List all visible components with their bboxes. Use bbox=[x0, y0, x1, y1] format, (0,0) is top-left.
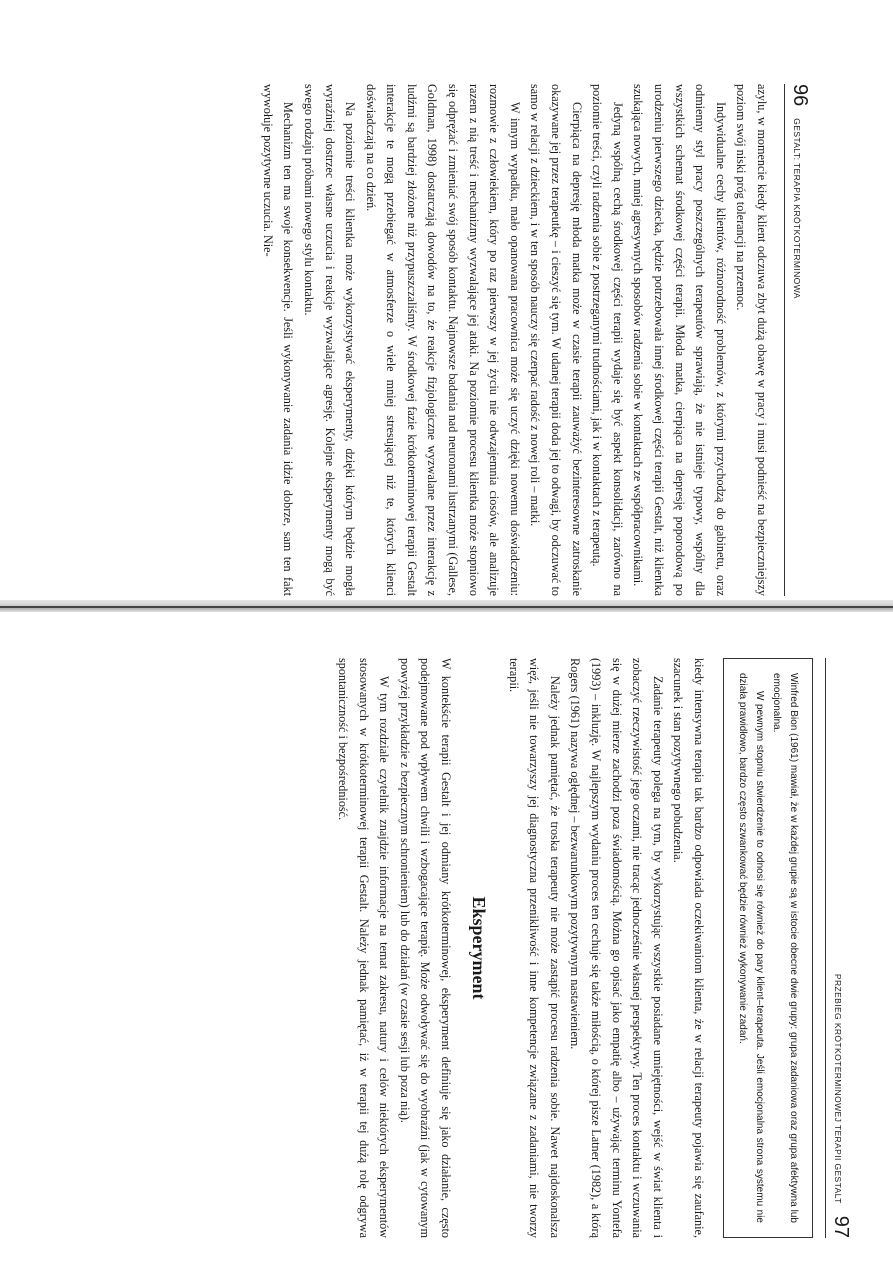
body-text bbox=[333, 658, 457, 1238]
paragraph: Zadanie terapeuty polega na tym, by wykorzystując wszystkie posiadane umiejętności, wejść w świat klienta i zobaczyć rzeczywistość jego oczami, nie tracąc jednocześnie własnej perspektywy. Ten proces kontaktu i wczuwania się w dużej mierze zachodzi poza świadomością. Można go opisać jako empatię albo – używając terminu Yontefa (1993) – inkluzję. W najlepszym wydaniu proces ten cechuje się także miłością, o której pisze Latner (1982), a którą Rogers (1961) nazywa ogłędnej – bezwarunkowym pozytywnym nastawieniem. bbox=[568, 658, 665, 1238]
paragraph: W innym wypadku, mało opanowana pracownica może się uczyć dzięki nowemu doświadczeniu: rozmowie z człowiekiem, który po raz pierwszy w jej życiu nie odwzajemnia ciosów, ale analizuje razem z nią treść i mechanizmy wyzwalające jej ataki. Na poziomie procesu klientka może stopniowo się odprężać i zmieniać swój sposób kontaktu. Najnowsze badania nad neuronami lustrzanymi (Gallese, Goldman, 1998) dostarczają dowodów na to, że reakcje fizjologiczne wyzwalane przez interakcję z ludźmi są bardziej złożone niż przypuszczaliśmy. W środkowej fazie krótkoterminowej terapii Gestalt interakcje te mogą przebiegać w atmosferze o wiele mniej stresującej niż te, których klienci doświadczają na co dzień. bbox=[363, 84, 522, 596]
gutter-line bbox=[0, 606, 893, 608]
box-paragraph: W pewnym stopniu stwierdzenie to odnosi się również do pary klient–terapeuta. Jeśli emocjonalna strona systemu nie działa prawidłowo, bardzo często szwankować będzie również wykonywanie zadań. bbox=[737, 673, 765, 1223]
running-head: GESTALT: TERAPIA KRÓTKOTERMINOWA bbox=[792, 118, 802, 299]
paragraph: Należy jednak pamiętać, że troska terapeuty nie może zastąpić procesu radzenia sobie. Nawet najdoskonalsza więź, jeśli nie towarzyszy jej diagnostyczna przenikliwość i inne kompetencje związane z zadaniami, nie tworzy terapii. bbox=[506, 658, 562, 1238]
page-header bbox=[825, 658, 852, 1238]
page-number: 96 bbox=[789, 84, 811, 107]
paragraph: kiedy intensywna terapia tak bardzo odpowiada oczekiwaniom klienta, że w relacji terapeuty pojawia się zaufanie, szacunek i stan pozytywnego pobudzenia. bbox=[671, 658, 706, 1238]
paragraph: W tym rozdziale czytelnik znajdzie informacje na temat zakresu, natury i celów niektórych eksperymentów stosowanych w krótkoterminowej terapii Gestalt. Należy jednak pamiętać, iż w terapii tej dużą rolę odgrywa spontaniczność i bezpośredniość. bbox=[336, 658, 392, 1238]
paragraph: Na poziomie treści klientka może wykorzystywać eksperymenty, dzięki którym będzie mogła wyraźniej dostrzec własne uczucia i reakcje wyzwalające agresję. Kolejne eksperymenty mogą być swego rodzaju próbami nowego stylu kontaktu. bbox=[301, 84, 358, 596]
paragraph: Mechanizm ten ma swoje konsekwencje. Jeśli wykonywanie zadania idzie dobrze, sam ten fakt wywołuje pozytywne uczucia. Nie- bbox=[260, 84, 296, 596]
paragraph: Jedyną wspólną cechą środkowej części terapii wydaje się być aspekt konsolidacji, zarówno na poziomie treści, czyli radzenia sobie z postrzeganymi trudnościami, jak i w kontaktach z terapeutą. bbox=[590, 84, 625, 596]
paragraph: W kontekście terapii Gestalt i jej odmiany krótkoterminowej, eksperyment definiuje się jako działanie, często podejmowane pod wpływem chwili i wzbogacające terapię. Może odwoływać się do wyobraźni (jak w cytowanym powyżej przykładzie z bezpiecznym schronieniem) lub do działań (w czasie sesji lub poza nią). bbox=[397, 658, 454, 1238]
paragraph: azylu, w momencie kiedy klient odczuwa zbyt dużą obawę w pracy i musi podnieść na bezpieczniejszy poziom swój niski próg tolerancji na przemoc. bbox=[734, 84, 769, 596]
section-heading: Eksperyment bbox=[469, 896, 490, 1000]
page-number: 97 bbox=[830, 1215, 852, 1238]
running-head: PRZEBIEG KRÓTKOTERMINOWEJ TERAPII GESTALT bbox=[833, 973, 843, 1204]
body-text bbox=[257, 84, 772, 596]
body-text bbox=[503, 658, 709, 1238]
left-page bbox=[11, 84, 811, 596]
paragraph: Indywidualne cechy klientów, różnorodność problemów, z którymi przychodzą do gabinetu, oraz odmienny styl pracy poszczególnych terapeutów sprawiają, że nie istnieje typowy, wspólny dla wszystkich schemat środkowej części terapii. Młoda matka, cierpiąca na depresję poporodową po urodzeniu pierwszego dziecka, będzie potrzebowała innej środkowej części terapii Gestalt, niż klientka szukająca nowych, mniej agresywnych sposobów radzenia sobie w kontaktach ze współpracownikami. bbox=[631, 84, 728, 596]
paragraph: Cierpiąca na depresję młoda matka może w czasie terapii zauważyć bezinteresowne zatroskanie okazywane jej przez terapeutkę – i cieszyć się tym. W udanej terapii doda jej to odwagi, by odczuwać to samo w relacji z dzieckiem, i w ten sposób nauczy się czerpać radość z nowej roli – matki. bbox=[528, 84, 584, 596]
boxed-note bbox=[723, 658, 813, 1238]
page-header bbox=[784, 84, 811, 596]
right-page bbox=[12, 658, 852, 1238]
box-paragraph: Winfred Bion (1961) mawiał, że w każdej grupie są w istocie obecne dwie grupy: grupa zadaniowa oraz grupa afektywna lub emocjonalna. bbox=[771, 673, 799, 1223]
